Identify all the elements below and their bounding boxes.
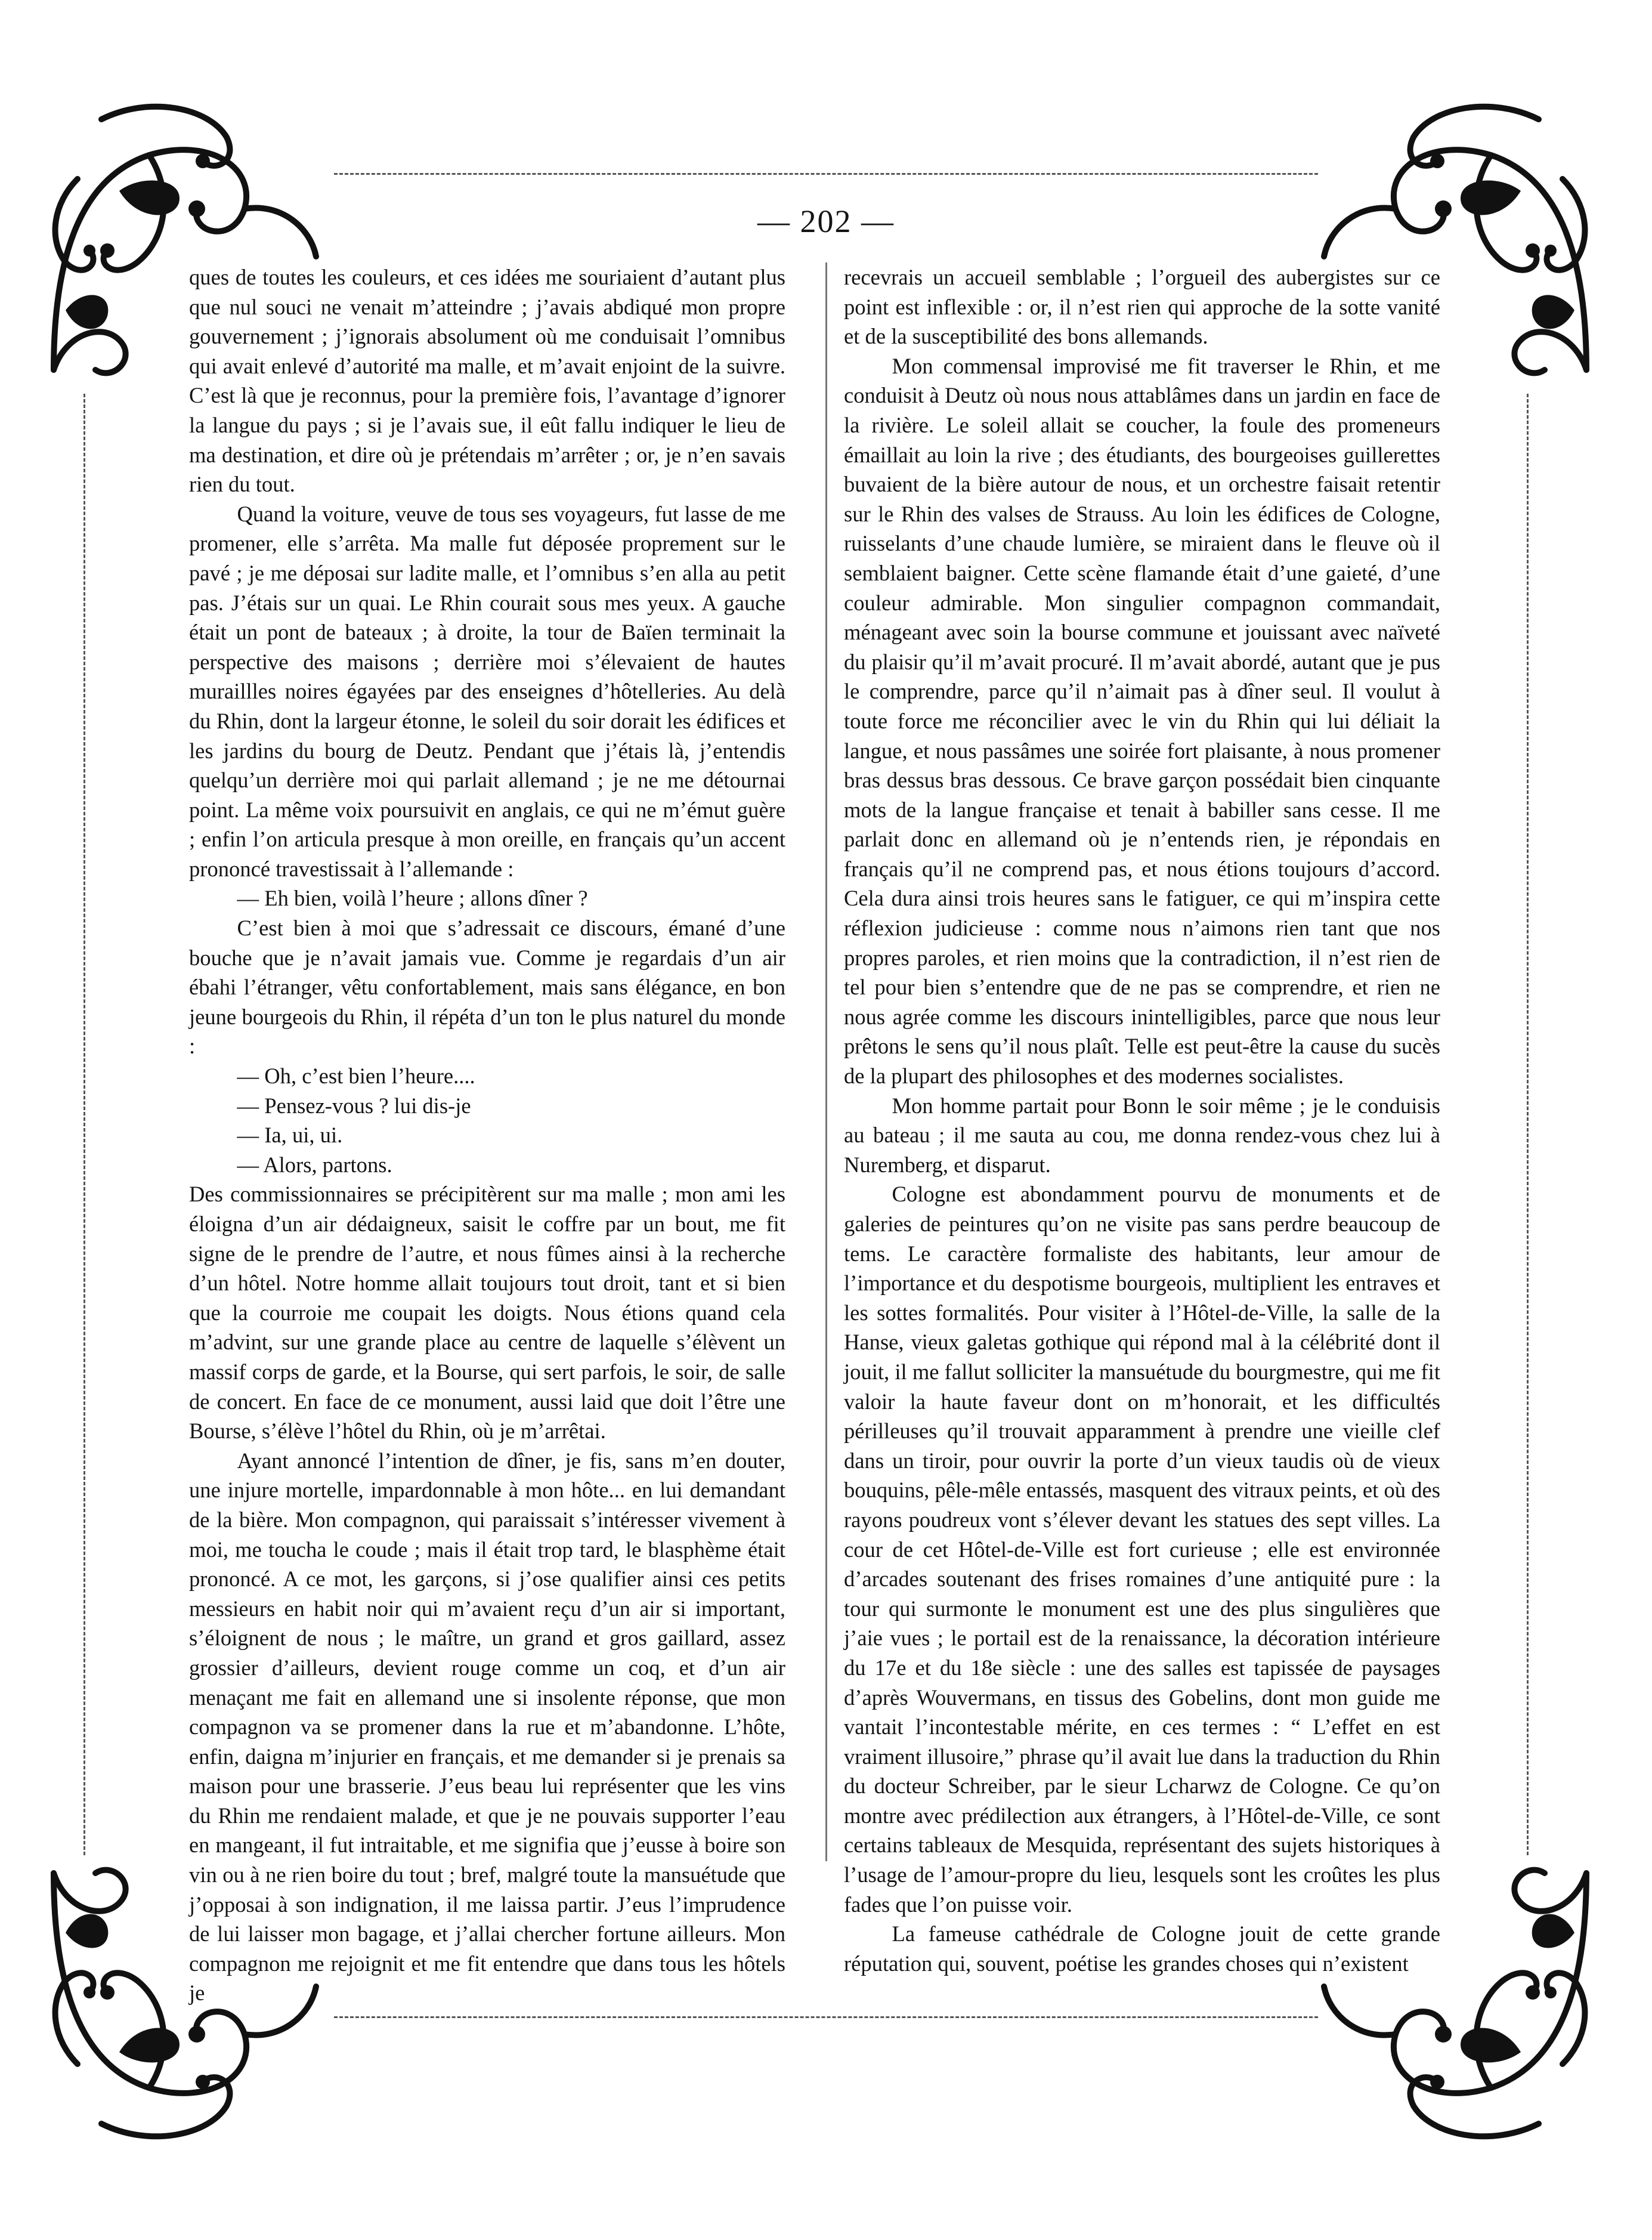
dialogue-line: — Ia, ui, ui. <box>237 1123 343 1148</box>
paragraph: C’est bien à moi que s’adressait ce discours, émané d’une bouche que je n’avait jamais vue. Comme je regardais d’un air ébahi l’étranger, vêtu confortablement, mais sans élégance, en bon jeune bourgeois du Rhin, il répéta d’un ton le plus naturel du monde : <box>189 916 785 1059</box>
paragraph: recevrais un accueil semblable ; l’orgueil des aubergistes sur ce point est inflexible : or, il n’est rien qui approche de la sotte vanité et de la susceptibilité des bons allemands. <box>844 265 1440 349</box>
dialogue-line: — Eh bien, voilà l’heure ; allons dîner ? <box>237 886 588 911</box>
paragraph: Mon homme partait pour Bonn le soir même ; je le conduisis au bateau ; il me sauta au cou, me donna rendez-vous chez lui à Nuremberg, et disparut. <box>844 1093 1440 1177</box>
bottom-border-rule <box>334 2016 1318 2018</box>
left-border-rule <box>83 394 85 1855</box>
paragraph: Quand la voiture, veuve de tous ses voyageurs, fut lasse de me promener, elle s’arrêta. Ma malle fut déposée proprement sur le pavé ; je me déposai sur ladite malle, et l’omnibus s’en alla au petit pas. J’étais sur un quai. Le Rhin courait sous mes yeux. A gauche était un pont de bateaux ; à droite, la tour de Baïen terminait la perspective des maisons ; derrière moi s’élevaient de hautes muraillles noires égayées par des enseignes d’hôtelleries. Au delà du Rhin, dont la largeur étonne, le soleil du soir dorait les édifices et les jardins du bourg de Deutz. Pendant que j’étais là, j’entendis quelqu’un derrière moi qui parlait allemand ; je ne me détournai point. La même voix poursuivit en anglais, ce qui ne m’émut guère ; enfin l’on articula presque à mon oreille, en français qu’un accent prononcé travestissait à l’allemande : <box>189 501 785 881</box>
paragraph: Ayant annoncé l’intention de dîner, je fis, sans m’en douter, une injure mortelle, impardonnable à mon hôte... en lui demandant de la bière. Mon compagnon, qui paraissait s’intéresser vivement à moi, me toucha le coude ; mais il était trop tard, le blasphème était prononcé. A ce mot, les garçons, si j’ose qualifier ainsi ces petits messieurs en habit noir qui m’avaient reçu d’un air si important, s’éloignent de nous ; le maître, un grand et gros gaillard, assez grossier d’ailleurs, devient rouge comme un coq, et d’un air menaçant me fait en allemand une si insolente réponse, que mon compagnon va se promener dans la rue et m’abandonne. L’hôte, enfin, daigna m’injurier en français, et me demander si je prenais sa maison pour une brasserie. J’eus beau lui représenter que les vins du Rhin me rendaient malade, et que je ne pouvais supporter l’eau en mangeant, il fut intraitable, et me signifia que j’eusse à boire son vin ou à ne rien boire du tout ; bref, malgré toute la mansuétude que j’opposai à son indignation, il me laissa partir. J’eus l’imprudence de lui laisser mon bagage, et j’allai chercher fortune ailleurs. Mon compagnon me rejoignit et me fit entendre que dans tous les hôtels je <box>189 1448 785 2006</box>
paragraph: ques de toutes les couleurs, et ces idées me souriaient d’autant plus que nul souci ne venait m’atteindre ; j’avais abdiqué mon propre gouvernement ; j’ignorais absolument où me conduisait l’omnibus qui avait enlevé d’autorité ma malle, et m’avait enjoint de la suivre. C’est là que je reconnus, pour la première fois, l’avantage d’ignorer la langue du pays ; si je l’avais sue, il eût fallu indiquer le lieu de ma destination, et dire où je prétendais m’arrêter ; or, je n’en savais rien du tout. <box>189 265 785 497</box>
top-border-rule <box>334 173 1318 175</box>
left-column <box>189 262 785 2008</box>
paragraph: Des commissionnaires se précipitèrent sur ma malle ; mon ami les éloigna d’un air dédaigneux, saisit le coffre par un bout, me fit signe de le prendre de l’autre, et nous fûmes ainsi à la recherche d’un hôtel. Notre homme allait toujours tout droit, tant et si bien que la courroie me coupait les doigts. Nous étions quand cela m’advint, sur une grande place au centre de laquelle s’élèvent un massif corps de garde, et la Bourse, qui sert parfois, le soir, de salle de concert. En face de ce monument, aussi laid que doit l’être une Bourse, s’élève l’hôtel du Rhin, où je m’arrêtai. <box>189 1182 785 1444</box>
dialogue-line: — Oh, c’est bien l’heure.... <box>237 1064 475 1089</box>
dialogue-line: — Alors, partons. <box>237 1152 392 1177</box>
paragraph: Mon commensal improvisé me fit traverser le Rhin, et me conduisit à Deutz où nous nous attablâmes dans un jardin en face de la rivière. Le soleil allait se coucher, la foule des promeneurs émaillait au loin la rive ; des étudiants, des bourgeoises guillerettes buvaient de la bière autour de nous, et un orchestre faisait retentir sur le Rhin des valses de Strauss. Au loin les édifices de Cologne, ruisselants d’une chaude lumière, se miraient dans le fleuve où il semblaient baigner. Cette scène flamande était d’une gaieté, d’une couleur admirable. Mon singulier compagnon commandait, ménageant avec soin la bourse commune et jouissant avec naïveté du plaisir qu’il m’avait procuré. Il m’avait abordé, autant que je pus le comprendre, parce qu’il n’aimait pas à dîner seul. Il voulut à toute force me réconcilier avec le vin du Rhin qui lui déliait la langue, et nous passâmes une soirée fort plaisante, à nous promener bras dessus bras dessous. Ce brave garçon possédait bien cinquante mots de la langue française et tenait à babiller sans cesse. Il me parlait donc en allemand où je n’entends rien, je répondais en français qu’il ne comprend pas, et nous étions toujours d’accord. Cela dura ainsi trois heures sans le fatiguer, ce qui m’inspira cette réflexion judicieuse : comme nous n’aimons rien tant que nos propres paroles, et rien moins que la contradiction, il n’est rien de tel pour bien s’entendre que de ne pas se comprendre, et rien ne nous agrée comme les discours inintelligibles, parce que nous leur prêtons le sens qu’il nous plaît. Telle est peut-être la cause du sucès de la plupart des philosophes et des modernes socialistes. <box>844 353 1440 1089</box>
paragraph: La fameuse cathédrale de Cologne jouit de cette grande réputation qui, souvent, poétise les grandes choses qui n’existent <box>844 1921 1440 1976</box>
paragraph: Cologne est abondamment pourvu de monuments et de galeries de peintures qu’on ne visite pas sans perdre beaucoup de tems. Le caractère formaliste des habitants, leur amour de l’importance et du despotisme bourgeois, multiplient les entraves et les sottes formalités. Pour visiter à l’Hôtel-de-Ville, la salle de la Hanse, vieux galetas gothique qui répond mal à la célébrité dont il jouit, il me fallut solliciter la mansuétude du bourgmestre, qui me fit valoir la haute faveur dont on m’honorait, et les difficultés périlleuses qu’il trouvait apparamment à prendre une vieille clef dans un tiroir, pour ouvrir la porte d’un vieux taudis où de vieux bouquins, pêle-mêle entassés, masquent des vitraux peints, et où des rayons poudreux vont s’élever devant les statues des sept villes. La cour de cet Hôtel-de-Ville est fort curieuse ; elle est environnée d’arcades soutenant des frises romaines d’une antiquité pure : la tour qui surmonte le monument est une des plus singulières que j’aie vues ; le portail est de la renaissance, la décoration intérieure du 17e et du 18e siècle : une des salles est tapissée de paysages d’après Wouvermans, en tissus des Gobelins, dont mon guide me vantait l’incontestable mérite, en ces termes : “ L’effet en est vraiment illusoire,” phrase qu’il avait lue dans la traduction du Rhin du docteur Schreiber, par le sieur Lcharwz de Cologne. Ce qu’on montre avec prédilection aux étrangers, à l’Hôtel-de-Ville, ce sont certains tableaux de Mesquida, représentant des sujets historiques à l’usage de l’amour-propre du lieu, lesquels sont les croûtes les plus fades que l’on puisse voir. <box>844 1182 1440 1917</box>
dialogue-line: — Pensez-vous ? lui dis-je <box>237 1093 471 1118</box>
right-column <box>844 262 1440 1978</box>
right-border-rule <box>1527 394 1529 1855</box>
column-separator <box>825 262 827 1861</box>
page-number: — 202 — <box>757 203 895 239</box>
